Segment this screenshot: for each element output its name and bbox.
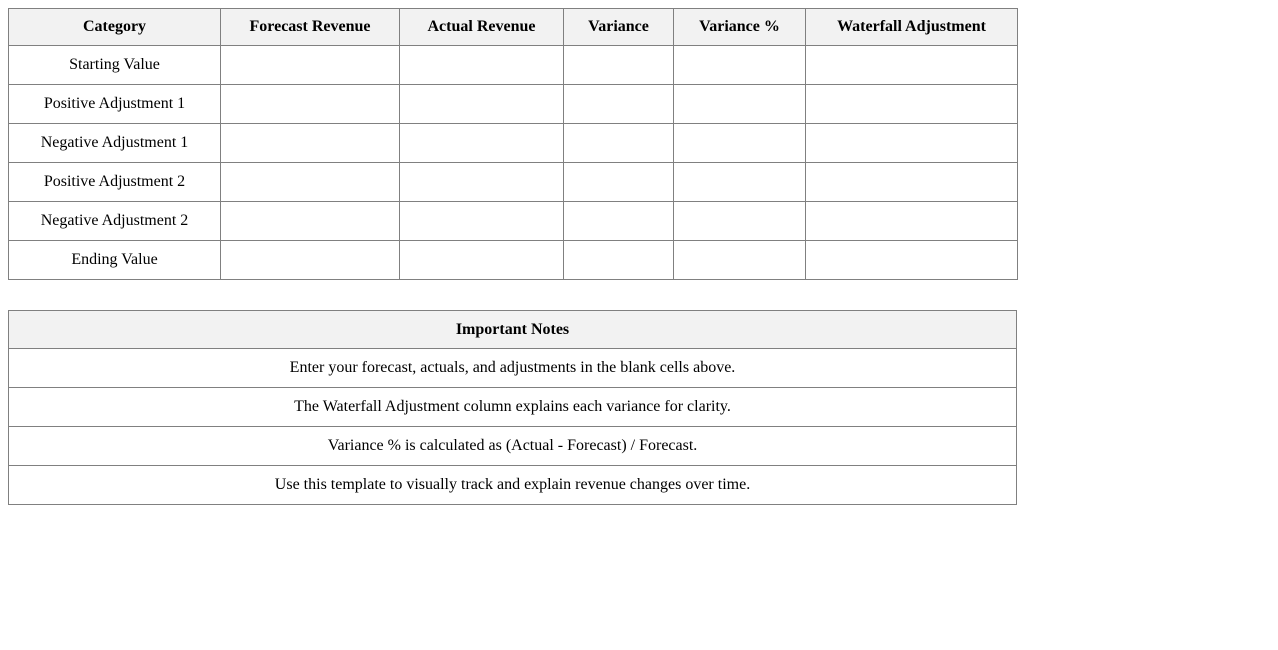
note-row <box>9 466 1017 505</box>
variance-pct-cell <box>674 202 806 241</box>
waterfall-adjustment-cell <box>806 46 1018 85</box>
variance-cell <box>564 124 674 163</box>
forecast-revenue-cell <box>221 163 400 202</box>
category-cell: Negative Adjustment 1 <box>9 124 221 163</box>
note-text: Variance % is calculated as (Actual - Forecast) / Forecast. <box>9 427 1017 466</box>
forecast-revenue-cell <box>221 85 400 124</box>
actual-revenue-cell <box>400 85 564 124</box>
forecast-revenue-cell <box>221 202 400 241</box>
forecast-revenue-cell <box>221 46 400 85</box>
column-header-forecast-revenue: Forecast Revenue <box>221 9 400 46</box>
note-text: The Waterfall Adjustment column explains each variance for clarity. <box>9 388 1017 427</box>
variance-cell <box>564 202 674 241</box>
notes-title: Important Notes <box>9 311 1017 349</box>
table-row-positive-adjustment-1 <box>9 85 1018 124</box>
waterfall-adjustment-cell <box>806 124 1018 163</box>
actual-revenue-cell <box>400 124 564 163</box>
forecast-revenue-cell <box>221 124 400 163</box>
actual-revenue-cell <box>400 241 564 280</box>
column-header-variance: Variance <box>564 9 674 46</box>
category-cell: Positive Adjustment 2 <box>9 163 221 202</box>
important-notes-table <box>8 310 1017 505</box>
column-header-actual-revenue: Actual Revenue <box>400 9 564 46</box>
actual-revenue-cell <box>400 202 564 241</box>
table-row-starting-value <box>9 46 1018 85</box>
table-row-negative-adjustment-1 <box>9 124 1018 163</box>
variance-pct-cell <box>674 85 806 124</box>
note-row <box>9 349 1017 388</box>
variance-pct-cell <box>674 163 806 202</box>
variance-cell <box>564 241 674 280</box>
note-row <box>9 388 1017 427</box>
column-header-category: Category <box>9 9 221 46</box>
note-text: Enter your forecast, actuals, and adjustments in the blank cells above. <box>9 349 1017 388</box>
column-header-waterfall-adjustment: Waterfall Adjustment <box>806 9 1018 46</box>
category-cell: Ending Value <box>9 241 221 280</box>
variance-waterfall-table <box>8 8 1018 280</box>
variance-table-header-row <box>9 9 1018 46</box>
table-row-positive-adjustment-2 <box>9 163 1018 202</box>
category-cell: Starting Value <box>9 46 221 85</box>
note-row <box>9 427 1017 466</box>
note-text: Use this template to visually track and explain revenue changes over time. <box>9 466 1017 505</box>
variance-cell <box>564 85 674 124</box>
variance-cell <box>564 163 674 202</box>
table-row-negative-adjustment-2 <box>9 202 1018 241</box>
actual-revenue-cell <box>400 46 564 85</box>
forecast-revenue-cell <box>221 241 400 280</box>
actual-revenue-cell <box>400 163 564 202</box>
waterfall-adjustment-cell <box>806 241 1018 280</box>
waterfall-adjustment-cell <box>806 85 1018 124</box>
waterfall-adjustment-cell <box>806 163 1018 202</box>
category-cell: Negative Adjustment 2 <box>9 202 221 241</box>
document-page <box>8 8 1270 505</box>
table-row-ending-value <box>9 241 1018 280</box>
category-cell: Positive Adjustment 1 <box>9 85 221 124</box>
variance-cell <box>564 46 674 85</box>
variance-pct-cell <box>674 241 806 280</box>
column-header-variance-pct: Variance % <box>674 9 806 46</box>
waterfall-adjustment-cell <box>806 202 1018 241</box>
variance-pct-cell <box>674 124 806 163</box>
variance-pct-cell <box>674 46 806 85</box>
notes-header-row <box>9 311 1017 349</box>
